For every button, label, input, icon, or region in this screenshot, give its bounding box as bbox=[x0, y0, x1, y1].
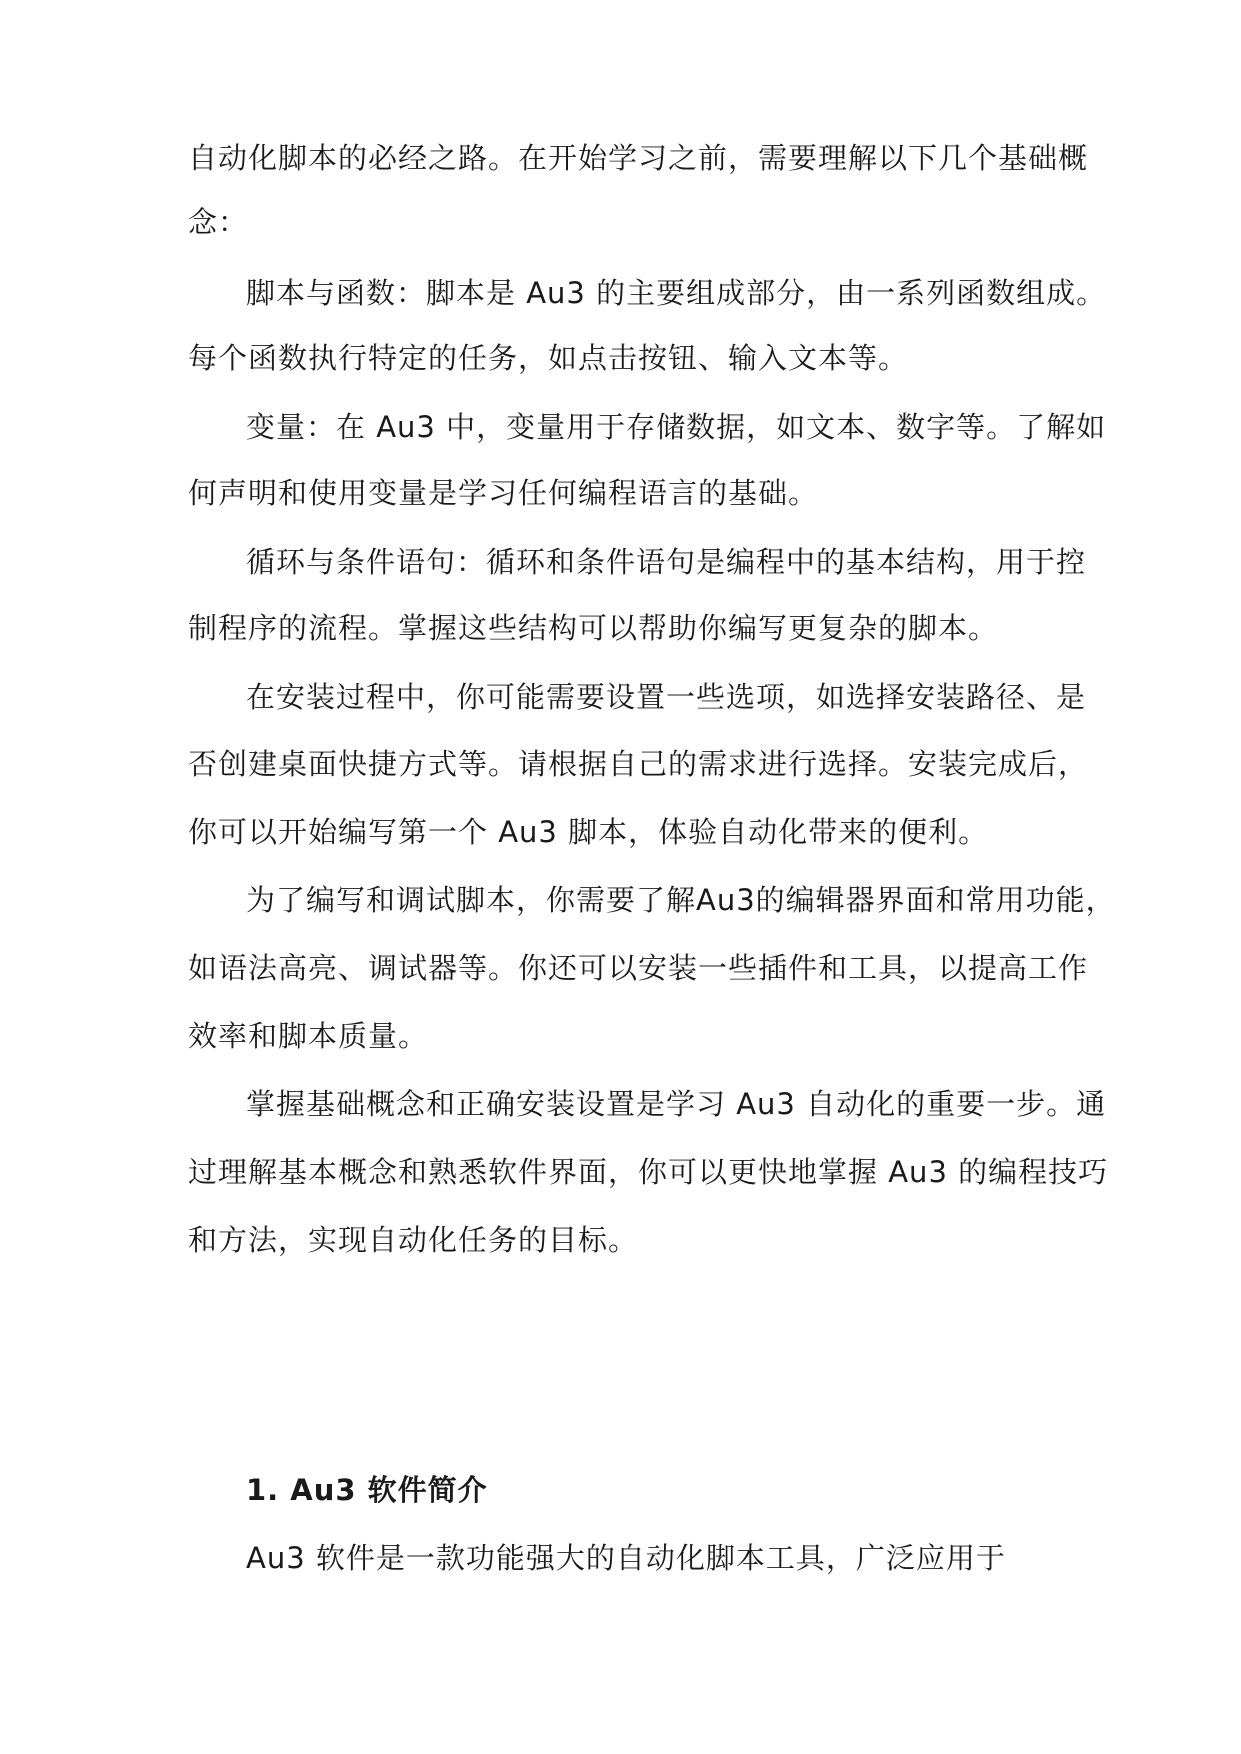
paragraph-line: 过理解基本概念和熟悉软件界面，你可以更快地掌握 Au3 的编程技巧 bbox=[188, 1155, 1109, 1189]
paragraph-line: 脚本与函数：脚本是 Au3 的主要组成部分，由一系列函数组成。 bbox=[246, 276, 1107, 310]
paragraph-line: 念： bbox=[188, 205, 249, 239]
paragraph-line: 效率和脚本质量。 bbox=[188, 1019, 429, 1053]
paragraph-line: 为了编写和调试脚本，你需要了解Au3的编辑器界面和常用功能， bbox=[246, 883, 1116, 917]
section-heading: 1. Au3 软件简介 bbox=[246, 1473, 488, 1507]
paragraph-line: 你可以开始编写第一个 Au3 脚本，体验自动化带来的便利。 bbox=[188, 815, 989, 849]
paragraph-line: 否创建桌面快捷方式等。请根据自己的需求进行选择。安装完成后， bbox=[188, 747, 1089, 781]
paragraph-line: Au3 软件是一款功能强大的自动化脚本工具，广泛应用于 bbox=[246, 1541, 1006, 1575]
paragraph-line: 和方法，实现自动化任务的目标。 bbox=[188, 1223, 639, 1257]
paragraph-line: 每个函数执行特定的任务，如点击按钮、输入文本等。 bbox=[188, 341, 909, 375]
paragraph-line: 自动化脚本的必经之路。在开始学习之前，需要理解以下几个基础概 bbox=[188, 141, 1089, 175]
paragraph-line: 变量：在 Au3 中，变量用于存储数据，如文本、数字等。了解如 bbox=[246, 410, 1107, 444]
paragraph-line: 掌握基础概念和正确安装设置是学习 Au3 自动化的重要一步。通 bbox=[246, 1087, 1107, 1121]
paragraph-line: 制程序的流程。掌握这些结构可以帮助你编写更复杂的脚本。 bbox=[188, 611, 999, 645]
paragraph-line: 如语法高亮、调试器等。你还可以安装一些插件和工具，以提高工作 bbox=[188, 951, 1089, 985]
paragraph-line: 何声明和使用变量是学习任何编程语言的基础。 bbox=[188, 476, 819, 510]
paragraph-line: 循环与条件语句：循环和条件语句是编程中的基本结构，用于控 bbox=[246, 545, 1087, 579]
paragraph-line: 在安装过程中，你可能需要设置一些选项，如选择安装路径、是 bbox=[246, 680, 1087, 714]
